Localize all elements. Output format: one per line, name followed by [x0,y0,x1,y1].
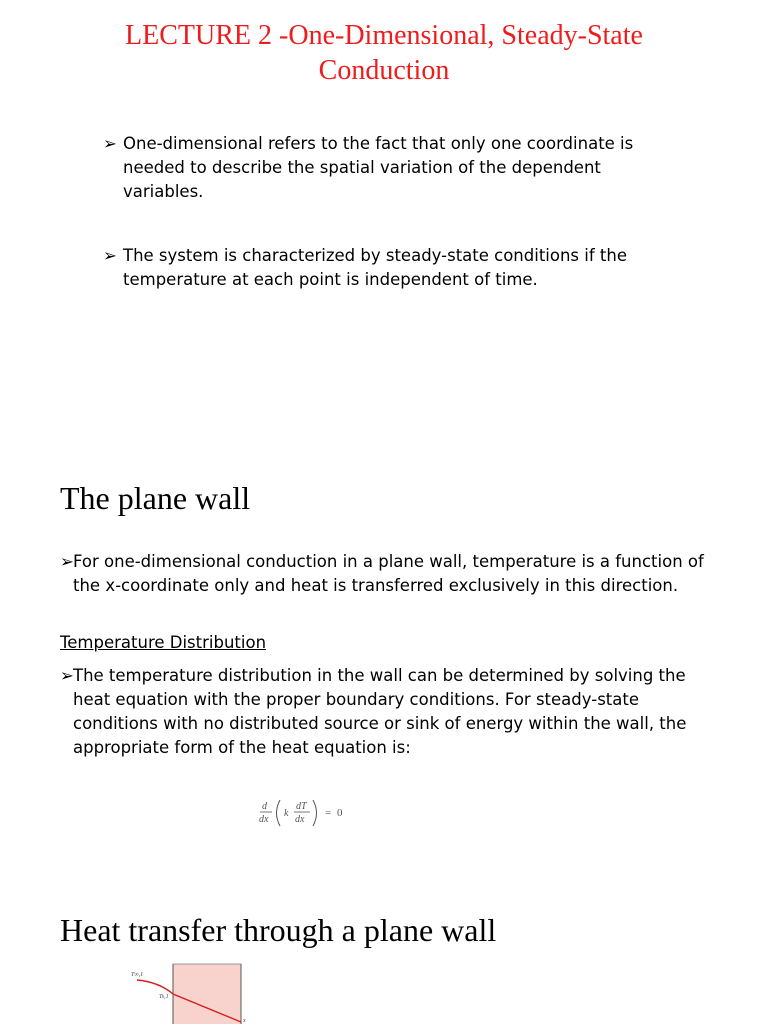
temperature-distribution-subheading: Temperature Distribution [60,633,267,652]
svg-text:=: = [325,807,332,819]
plane-wall-temperature-profile-figure [125,960,265,1029]
svg-text:dT: dT [296,801,307,812]
svg-text:0: 0 [337,807,343,819]
arrow-bullet-icon: ➢ [103,134,117,153]
svg-text:dx: dx [259,814,269,825]
bullet-text: One-dimensional refers to the fact that only one coordinate is needed to describe the spatial variation of the dependent variables. [123,134,634,201]
svg-text:d: d [262,801,267,812]
heat-transfer-heading: Heat transfer through a plane wall [60,912,497,948]
plane-wall-heading: The plane wall [60,480,251,516]
arrow-bullet-icon: ➢ [60,666,74,685]
svg-text:Ts,1: Ts,1 [159,994,169,1000]
svg-text:k: k [284,808,289,819]
heat-equation-image [258,796,378,837]
arrow-bullet-icon: ➢ [103,246,117,265]
intro-bullet-2 [103,244,683,292]
bullet-text: The temperature distribution in the wall can be determined by solving the heat equation with the proper boundary conditions. For steady-state conditions with no distributed source or sink of energy within the wall, the appropriate form of the heat equation is: [73,666,687,757]
plane-wall-bullet [60,550,720,598]
svg-text:x: x [243,1018,246,1024]
bullet-text: For one-dimensional conduction in a plane wall, temperature is a function of the x-coordinate only and heat is transferred exclusively in this direction. [73,552,704,595]
svg-text:T∞,1: T∞,1 [131,972,144,978]
intro-bullet-1 [103,132,683,204]
temperature-distribution-bullet [60,664,720,760]
arrow-bullet-icon: ➢ [60,552,74,571]
svg-text:dx: dx [295,814,305,825]
lecture-title: LECTURE 2 -One-Dimensional, Steady-State Conduction [125,20,643,86]
bullet-text: The system is characterized by steady-state conditions if the temperature at each point is independent of time. [123,246,627,289]
